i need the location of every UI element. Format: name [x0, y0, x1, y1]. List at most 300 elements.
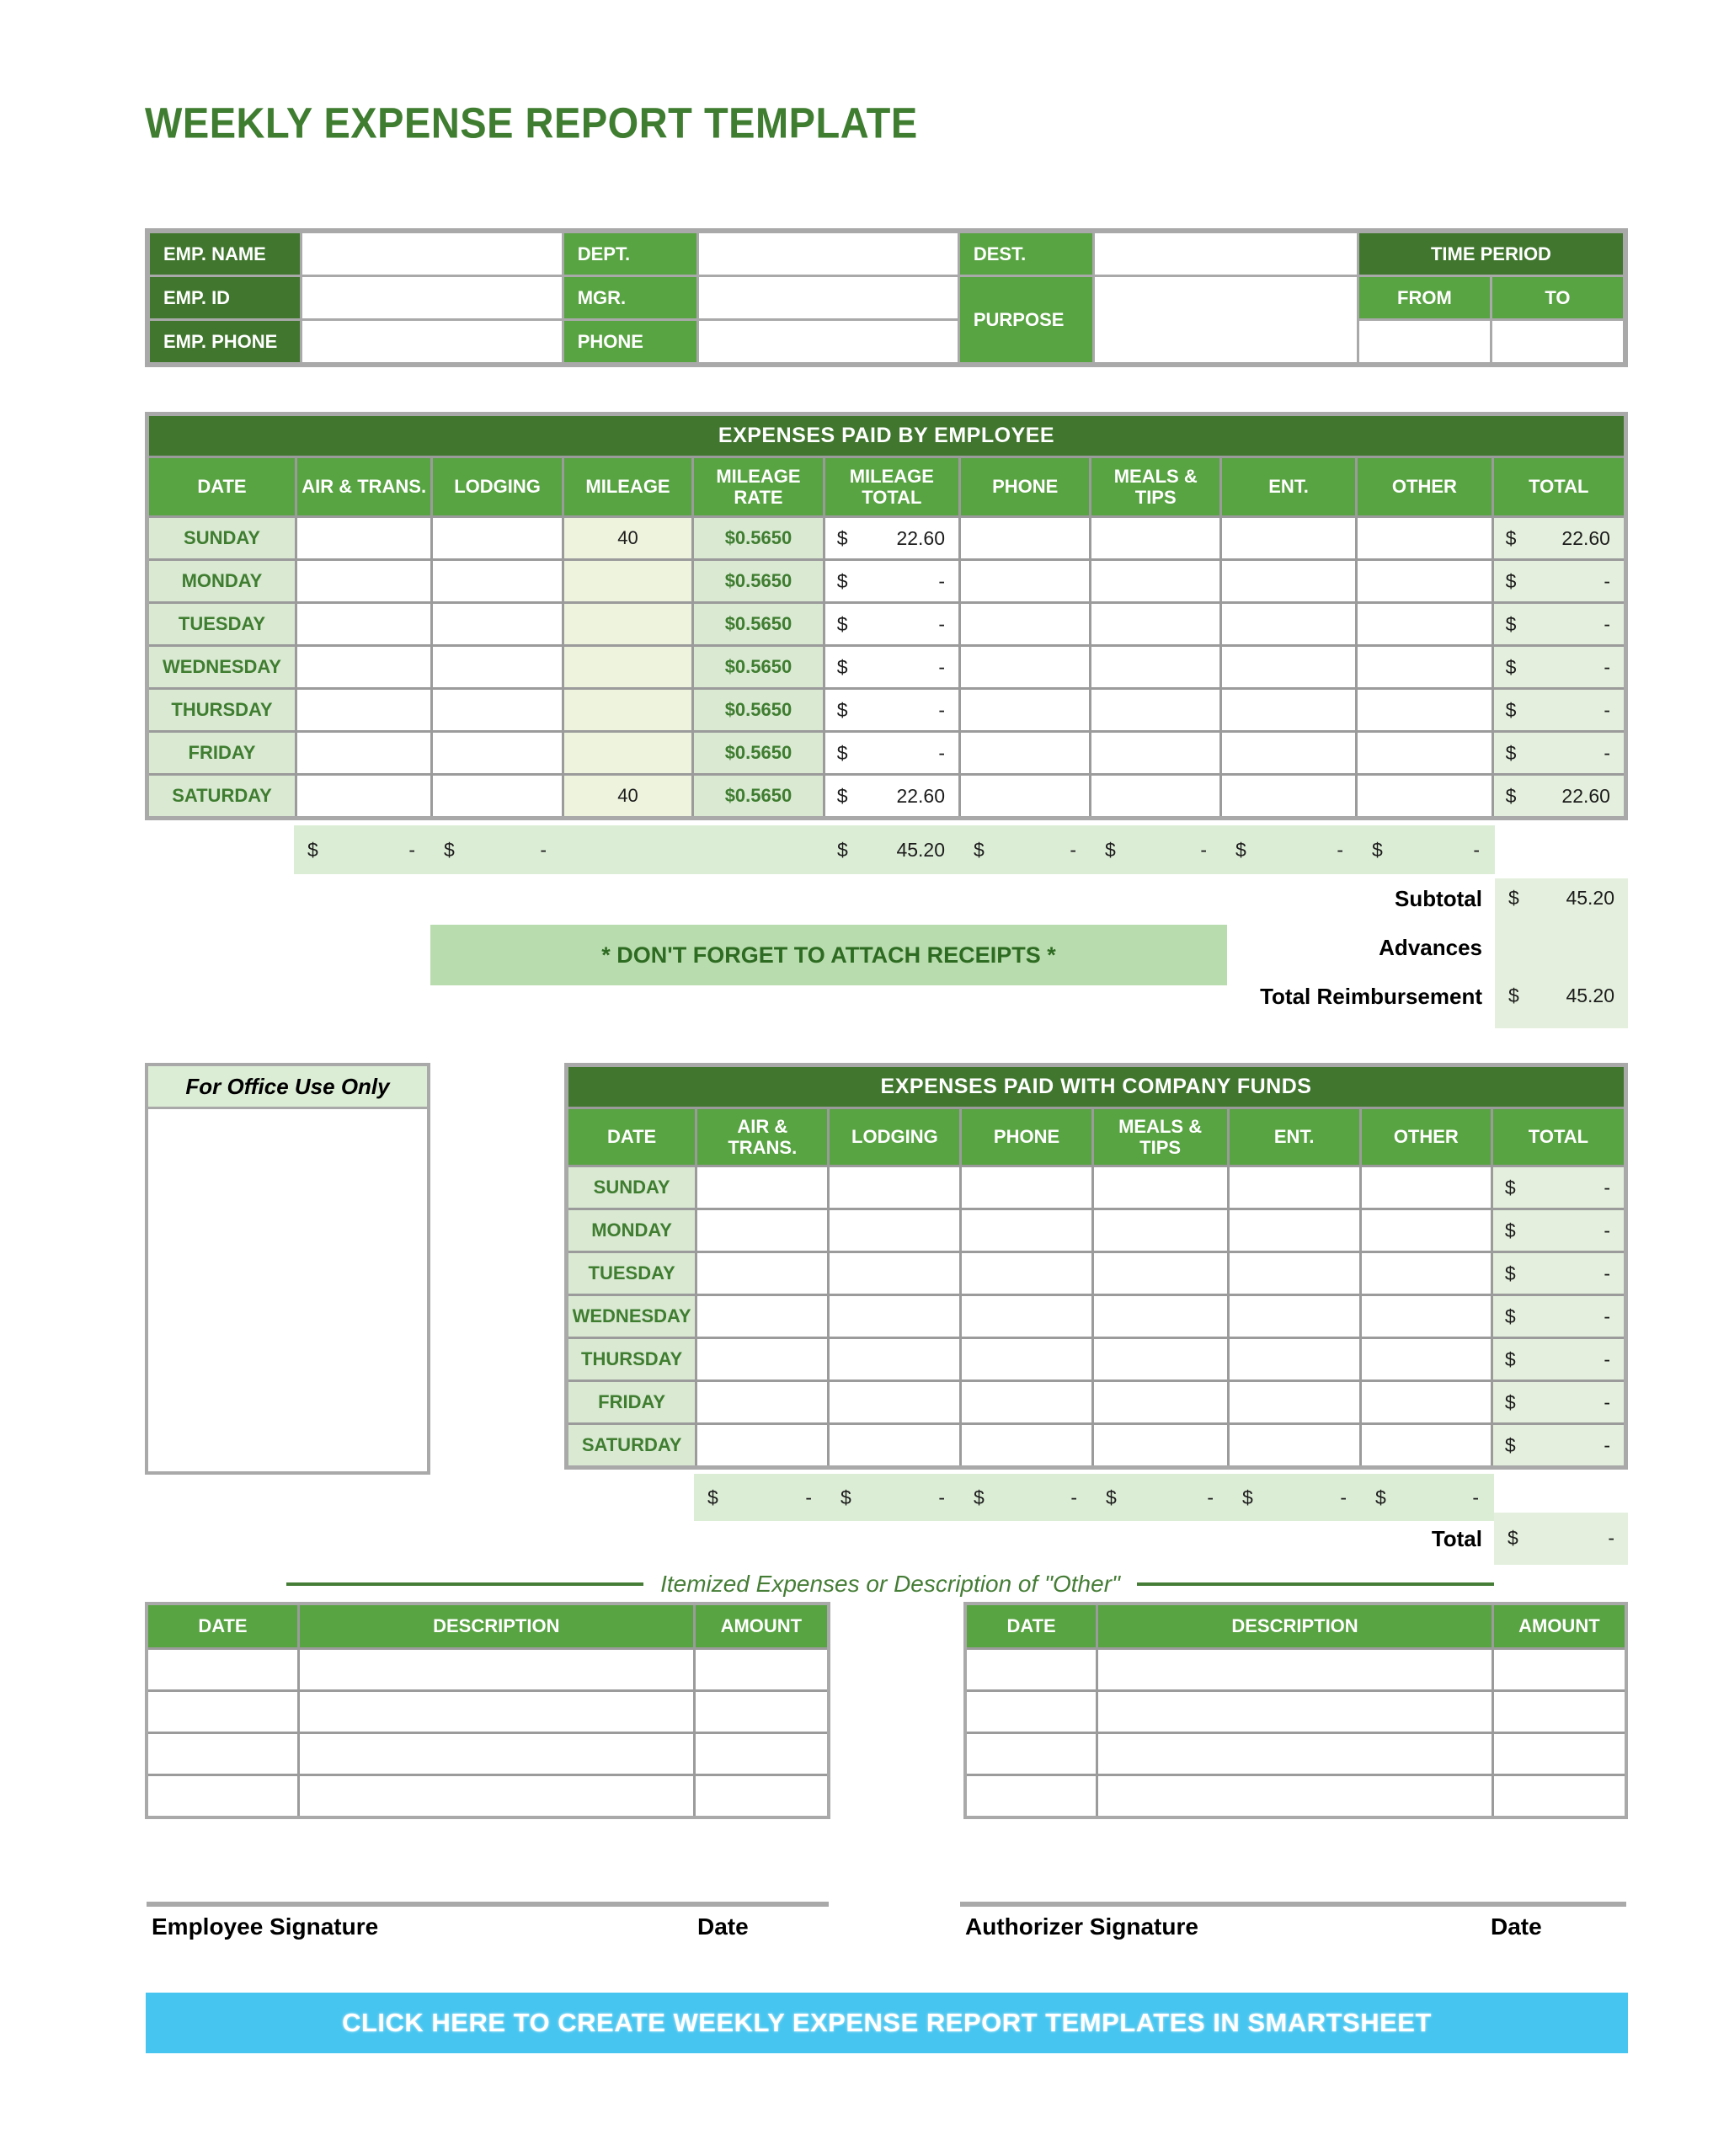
phone-total — [960, 1474, 1092, 1521]
other-cell[interactable] — [1362, 1382, 1491, 1422]
phone-cell[interactable] — [961, 561, 1089, 601]
amount-value: - — [1604, 569, 1610, 592]
other-cell[interactable] — [1362, 1425, 1491, 1465]
phone-cell[interactable] — [961, 647, 1089, 687]
day-label: FRIDAY — [149, 733, 295, 773]
currency-symbol: $ — [837, 838, 848, 861]
amount-value: 22.60 — [1561, 526, 1610, 549]
air-trans-cell[interactable] — [697, 1253, 827, 1294]
currency-symbol: $ — [1505, 698, 1517, 721]
currency-symbol: $ — [1505, 655, 1517, 678]
company-expenses-table — [564, 1063, 1628, 1470]
amount-cell[interactable] — [696, 1776, 827, 1816]
description-cell[interactable] — [1098, 1650, 1492, 1689]
phone-cell[interactable] — [962, 1382, 1091, 1422]
currency-symbol: $ — [1235, 838, 1246, 861]
to-label: TO — [1492, 277, 1623, 318]
amount-cell[interactable] — [696, 1734, 827, 1774]
emp-name-input[interactable] — [302, 233, 562, 275]
mgr-label: MGR. — [564, 277, 696, 318]
divider-line — [1137, 1582, 1494, 1586]
ent-cell[interactable] — [1230, 1425, 1359, 1465]
col-date: DATE — [148, 1605, 297, 1647]
total-cell — [1494, 604, 1624, 644]
ent-total — [1222, 825, 1358, 874]
mileage-rate-cell: $0.5650 — [694, 733, 822, 773]
date-cell[interactable] — [967, 1650, 1096, 1689]
ent-cell[interactable] — [1222, 647, 1355, 687]
other-cell[interactable] — [1358, 518, 1491, 558]
amount-value: - — [938, 655, 945, 678]
phone-cell[interactable] — [961, 518, 1089, 558]
col-other: OTHER — [1362, 1109, 1491, 1165]
time-period-label: TIME PERIOD — [1359, 233, 1623, 275]
ent-cell[interactable] — [1230, 1339, 1359, 1380]
currency-symbol: $ — [974, 838, 985, 861]
air-trans-cell[interactable] — [297, 561, 430, 601]
currency-symbol: $ — [1504, 1262, 1516, 1284]
emp-phone-label: EMP. PHONE — [150, 321, 300, 362]
currency-symbol: $ — [444, 838, 455, 861]
amount-cell[interactable] — [1494, 1650, 1625, 1689]
employee-expenses-table — [145, 412, 1628, 820]
meals-cell[interactable] — [1091, 647, 1219, 687]
smartsheet-cta-button[interactable]: CLICK HERE TO CREATE WEEKLY EXPENSE REPORT TEMPLATES IN SMARTSHEET — [146, 1993, 1628, 2053]
company-total-value — [1494, 1523, 1628, 1553]
employee-signature-line[interactable] — [147, 1902, 829, 1907]
amount-value: - — [1200, 838, 1207, 861]
currency-symbol: $ — [836, 526, 848, 549]
currency-symbol: $ — [1504, 1348, 1516, 1370]
amount-value: - — [938, 1486, 945, 1508]
amount-value: 45.20 — [896, 838, 945, 861]
col-description: DESCRIPTION — [300, 1605, 693, 1647]
air-trans-cell[interactable] — [697, 1382, 827, 1422]
currency-symbol: $ — [1504, 1219, 1516, 1241]
other-cell[interactable] — [1362, 1167, 1491, 1208]
phone-cell[interactable] — [962, 1253, 1091, 1294]
other-cell[interactable] — [1358, 690, 1491, 730]
emp-id-label: EMP. ID — [150, 277, 300, 318]
phone-cell[interactable] — [962, 1425, 1091, 1465]
amount-value: - — [408, 838, 415, 861]
other-cell[interactable] — [1358, 776, 1491, 816]
currency-symbol: $ — [836, 741, 848, 764]
meals-total — [1091, 825, 1222, 874]
lodging-cell[interactable] — [830, 1296, 959, 1337]
date-cell[interactable] — [148, 1776, 297, 1816]
phone-label: PHONE — [564, 321, 696, 362]
phone-input[interactable] — [699, 321, 958, 362]
description-cell[interactable] — [300, 1692, 693, 1732]
meals-cell[interactable] — [1091, 690, 1219, 730]
lodging-cell[interactable] — [433, 647, 561, 687]
col-phone: PHONE — [962, 1109, 1091, 1165]
total-cell — [1494, 690, 1624, 730]
currency-symbol: $ — [1372, 838, 1383, 861]
company-expenses-title: EXPENSES PAID WITH COMPANY FUNDS — [568, 1067, 1624, 1109]
other-cell[interactable] — [1358, 561, 1491, 601]
date-cell[interactable] — [967, 1734, 1096, 1774]
ent-cell[interactable] — [1230, 1296, 1359, 1337]
employee-info-table — [145, 228, 1628, 367]
total-cell — [1493, 1210, 1624, 1251]
meals-cell[interactable] — [1094, 1210, 1227, 1251]
meals-cell[interactable] — [1094, 1425, 1227, 1465]
col-lodging: LODGING — [830, 1109, 959, 1165]
meals-cell[interactable] — [1094, 1339, 1227, 1380]
col-total: TOTAL — [1493, 1109, 1624, 1165]
office-use-label: For Office Use Only — [148, 1066, 427, 1109]
phone-cell[interactable] — [962, 1210, 1091, 1251]
col-amount: AMOUNT — [696, 1605, 827, 1647]
amount-value: 22.60 — [896, 784, 945, 807]
total-cell — [1494, 647, 1624, 687]
divider-line — [286, 1582, 643, 1586]
col-air-trans: AIR & TRANS. — [297, 458, 430, 515]
other-cell[interactable] — [1358, 604, 1491, 644]
amount-value: - — [1473, 838, 1480, 861]
meals-cell[interactable] — [1094, 1296, 1227, 1337]
col-description: DESCRIPTION — [1098, 1605, 1492, 1647]
amount-value: - — [1604, 1262, 1610, 1284]
employee-signature-label: Employee Signature — [152, 1913, 379, 1940]
currency-symbol: $ — [836, 698, 848, 721]
ent-cell[interactable] — [1222, 604, 1355, 644]
currency-symbol: $ — [707, 1486, 718, 1508]
office-use-box — [145, 1063, 430, 1475]
currency-symbol: $ — [307, 838, 318, 861]
col-lodging: LODGING — [433, 458, 561, 515]
mileage-total-cell — [825, 604, 958, 644]
dept-input[interactable] — [699, 233, 958, 275]
ent-cell[interactable] — [1230, 1382, 1359, 1422]
description-cell[interactable] — [300, 1776, 693, 1816]
ent-cell[interactable] — [1222, 776, 1355, 816]
office-use-area[interactable] — [148, 1109, 427, 1471]
ent-cell[interactable] — [1222, 690, 1355, 730]
ent-cell[interactable] — [1230, 1253, 1359, 1294]
dest-label: DEST. — [960, 233, 1092, 275]
date-cell[interactable] — [967, 1776, 1096, 1816]
currency-symbol: $ — [1505, 784, 1517, 807]
col-ent: ENT. — [1230, 1109, 1359, 1165]
currency-symbol: $ — [974, 1486, 985, 1508]
meals-cell[interactable] — [1094, 1253, 1227, 1294]
amount-value: - — [938, 569, 945, 592]
ent-cell[interactable] — [1230, 1167, 1359, 1208]
day-label: SUNDAY — [568, 1167, 695, 1208]
meals-cell[interactable] — [1091, 776, 1219, 816]
advances-value[interactable] — [1495, 931, 1628, 962]
meals-cell[interactable] — [1094, 1167, 1227, 1208]
itemized-divider-label: Itemized Expenses or Description of "Other" — [660, 1571, 1120, 1597]
amount-value: - — [540, 838, 547, 861]
purpose-input[interactable] — [1095, 277, 1357, 362]
lodging-cell[interactable] — [433, 733, 561, 773]
lodging-cell[interactable] — [433, 690, 561, 730]
col-date: DATE — [149, 458, 295, 515]
day-label: THURSDAY — [149, 690, 295, 730]
mileage-cell[interactable]: 40 — [564, 776, 691, 816]
ent-cell[interactable] — [1222, 518, 1355, 558]
dept-label: DEPT. — [564, 233, 696, 275]
total-cell — [1494, 733, 1624, 773]
col-meals-tips: MEALS & TIPS — [1091, 458, 1219, 515]
other-cell[interactable] — [1358, 733, 1491, 773]
meals-cell[interactable] — [1094, 1382, 1227, 1422]
itemized-table-left — [145, 1602, 830, 1819]
company-total-label: Total — [1431, 1526, 1482, 1551]
meals-cell[interactable] — [1091, 518, 1219, 558]
amount-value: - — [1340, 1486, 1347, 1508]
phone-cell[interactable] — [962, 1296, 1091, 1337]
currency-symbol: $ — [1242, 1486, 1253, 1508]
total-cell — [1494, 776, 1624, 816]
ent-cell[interactable] — [1222, 561, 1355, 601]
meals-cell[interactable] — [1091, 604, 1219, 644]
amount-value: - — [938, 612, 945, 635]
currency-symbol: $ — [1505, 526, 1517, 549]
meals-total — [1092, 1474, 1229, 1521]
lodging-cell[interactable] — [433, 561, 561, 601]
amount-cell[interactable] — [1494, 1734, 1625, 1774]
day-label: WEDNESDAY — [568, 1296, 695, 1337]
currency-symbol: $ — [836, 612, 848, 635]
mileage-rate-cell: $0.5650 — [694, 647, 822, 687]
other-cell[interactable] — [1362, 1296, 1491, 1337]
other-cell[interactable] — [1362, 1253, 1491, 1294]
mileage-cell[interactable] — [564, 690, 691, 730]
mileage-total-cell — [825, 733, 958, 773]
description-cell[interactable] — [300, 1734, 693, 1774]
amount-value: - — [1207, 1486, 1214, 1508]
mileage-rate-cell: $0.5650 — [694, 690, 822, 730]
col-meals-tips: MEALS & TIPS — [1094, 1109, 1227, 1165]
phone-cell[interactable] — [962, 1339, 1091, 1380]
air-trans-cell[interactable] — [297, 776, 430, 816]
day-label: MONDAY — [568, 1210, 695, 1251]
col-air-trans: AIR & TRANS. — [697, 1109, 827, 1165]
air-trans-cell[interactable] — [297, 733, 430, 773]
currency-symbol: $ — [836, 784, 848, 807]
air-trans-cell[interactable] — [697, 1339, 827, 1380]
other-total — [1358, 825, 1495, 874]
mileage-rate-cell: $0.5650 — [694, 604, 822, 644]
currency-symbol: $ — [1106, 1486, 1117, 1508]
currency-symbol: $ — [1505, 741, 1517, 764]
mileage-rate-cell: $0.5650 — [694, 561, 822, 601]
amount-cell[interactable] — [1494, 1776, 1625, 1816]
lodging-cell[interactable] — [433, 604, 561, 644]
air-trans-cell[interactable] — [697, 1167, 827, 1208]
dest-input[interactable] — [1095, 233, 1357, 275]
currency-symbol: $ — [836, 655, 848, 678]
currency-symbol: $ — [1505, 612, 1517, 635]
other-cell[interactable] — [1362, 1339, 1491, 1380]
date-cell[interactable] — [967, 1692, 1096, 1732]
col-date: DATE — [568, 1109, 695, 1165]
emp-phone-input[interactable] — [302, 321, 562, 362]
amount-cell[interactable] — [696, 1692, 827, 1732]
currency-symbol: $ — [1504, 1390, 1516, 1413]
amount-value: - — [1604, 698, 1610, 721]
date-cell[interactable] — [148, 1734, 297, 1774]
mgr-input[interactable] — [699, 277, 958, 318]
amount-value: - — [1604, 612, 1610, 635]
currency-symbol: $ — [1375, 1486, 1386, 1508]
meals-cell[interactable] — [1091, 733, 1219, 773]
currency-symbol: $ — [836, 569, 848, 592]
lodging-cell[interactable] — [433, 518, 561, 558]
employee-totals-row — [294, 825, 1495, 874]
currency-symbol: $ — [1508, 1526, 1518, 1549]
amount-value: - — [1604, 655, 1610, 678]
other-cell[interactable] — [1362, 1210, 1491, 1251]
amount-value: - — [1608, 1526, 1614, 1549]
amount-value: - — [1604, 741, 1610, 764]
air-trans-cell[interactable] — [697, 1296, 827, 1337]
day-label: SUNDAY — [149, 518, 295, 558]
from-date-input[interactable] — [1359, 321, 1490, 362]
air-trans-cell[interactable] — [297, 604, 430, 644]
lodging-cell[interactable] — [830, 1382, 959, 1422]
itemized-table-right — [963, 1602, 1628, 1819]
phone-cell[interactable] — [961, 604, 1089, 644]
mileage-cell[interactable] — [564, 733, 691, 773]
total-cell — [1493, 1296, 1624, 1337]
mileage-rate-cell: $0.5650 — [694, 518, 822, 558]
currency-symbol: $ — [1504, 1433, 1516, 1456]
total-reimbursement-value — [1495, 980, 1628, 1011]
amount-value: - — [1604, 1348, 1610, 1370]
lodging-cell[interactable] — [433, 776, 561, 816]
description-cell[interactable] — [1098, 1734, 1492, 1774]
col-mileage-rate: MILEAGE RATE — [694, 458, 822, 515]
day-label: WEDNESDAY — [149, 647, 295, 687]
other-total — [1362, 1474, 1494, 1521]
ent-cell[interactable] — [1222, 733, 1355, 773]
mileage-cell[interactable] — [564, 561, 691, 601]
itemized-divider — [286, 1570, 1494, 1598]
air-trans-cell[interactable] — [297, 690, 430, 730]
phone-cell[interactable] — [961, 690, 1089, 730]
phone-cell[interactable] — [962, 1167, 1091, 1208]
description-cell[interactable] — [300, 1650, 693, 1689]
date-cell[interactable] — [148, 1692, 297, 1732]
date-cell[interactable] — [148, 1650, 297, 1689]
air-trans-cell[interactable] — [297, 518, 430, 558]
to-date-input[interactable] — [1492, 321, 1623, 362]
col-other: OTHER — [1358, 458, 1491, 515]
amount-value: - — [1604, 1433, 1610, 1456]
col-phone: PHONE — [961, 458, 1089, 515]
amount-cell[interactable] — [696, 1650, 827, 1689]
col-total: TOTAL — [1494, 458, 1624, 515]
air-trans-cell[interactable] — [697, 1210, 827, 1251]
air-trans-cell[interactable] — [297, 647, 430, 687]
other-cell[interactable] — [1358, 647, 1491, 687]
mileage-total-cell — [825, 647, 958, 687]
day-label: TUESDAY — [149, 604, 295, 644]
total-cell — [1493, 1339, 1624, 1380]
description-cell[interactable] — [1098, 1776, 1492, 1816]
meals-cell[interactable] — [1091, 561, 1219, 601]
subtotal-label: Subtotal — [1395, 886, 1482, 911]
col-mileage: MILEAGE — [564, 458, 691, 515]
amount-cell[interactable] — [1494, 1692, 1625, 1732]
amount-value: - — [1070, 838, 1076, 861]
description-cell[interactable] — [1098, 1692, 1492, 1732]
subtotal-value — [1495, 883, 1628, 913]
day-label: FRIDAY — [568, 1382, 695, 1422]
lodging-cell[interactable] — [830, 1253, 959, 1294]
col-mileage-total: MILEAGE TOTAL — [825, 458, 958, 515]
emp-id-input[interactable] — [302, 277, 562, 318]
receipts-reminder-banner: * DON'T FORGET TO ATTACH RECEIPTS * — [430, 925, 1227, 985]
purpose-label: PURPOSE — [960, 277, 1092, 362]
mileage-total-cell — [825, 518, 958, 558]
currency-symbol: $ — [1508, 886, 1519, 909]
total-cell — [1493, 1167, 1624, 1208]
amount-value: - — [1604, 1219, 1610, 1241]
currency-symbol: $ — [1505, 569, 1517, 592]
mileage-cell[interactable]: 40 — [564, 518, 691, 558]
lodging-cell[interactable] — [830, 1210, 959, 1251]
currency-symbol: $ — [840, 1486, 851, 1508]
amount-value: - — [1070, 1486, 1077, 1508]
amount-value: - — [1604, 1176, 1610, 1198]
company-totals-row — [694, 1474, 1494, 1521]
mileage-cell[interactable] — [564, 604, 691, 644]
employee-date-label: Date — [697, 1913, 749, 1940]
col-date: DATE — [967, 1605, 1096, 1647]
from-label: FROM — [1359, 277, 1490, 318]
mileage-grand-total — [824, 825, 960, 874]
phone-cell[interactable] — [961, 733, 1089, 773]
col-amount: AMOUNT — [1494, 1605, 1625, 1647]
air-trans-total — [694, 1474, 827, 1521]
phone-cell[interactable] — [961, 776, 1089, 816]
mileage-rate-cell: $0.5650 — [694, 776, 822, 816]
amount-value: - — [1472, 1486, 1479, 1508]
amount-value: 22.60 — [896, 526, 945, 549]
lodging-total — [827, 1474, 960, 1521]
mileage-total-cell — [825, 561, 958, 601]
lodging-cell[interactable] — [830, 1339, 959, 1380]
amount-value: - — [1604, 1390, 1610, 1413]
mileage-cell[interactable] — [564, 647, 691, 687]
authorizer-signature-line[interactable] — [960, 1902, 1626, 1907]
day-label: THURSDAY — [568, 1339, 695, 1380]
air-trans-cell[interactable] — [697, 1425, 827, 1465]
advances-label: Advances — [1379, 935, 1482, 960]
authorizer-date-label: Date — [1491, 1913, 1542, 1940]
amount-value: 45.20 — [1566, 886, 1614, 909]
amount-value: - — [805, 1486, 812, 1508]
amount-value: - — [1604, 1305, 1610, 1327]
total-cell — [1493, 1382, 1624, 1422]
ent-cell[interactable] — [1230, 1210, 1359, 1251]
currency-symbol: $ — [1504, 1305, 1516, 1327]
ent-total — [1229, 1474, 1362, 1521]
total-cell — [1494, 518, 1624, 558]
amount-value: - — [938, 698, 945, 721]
lodging-total — [430, 825, 562, 874]
day-label: SATURDAY — [149, 776, 295, 816]
lodging-cell[interactable] — [830, 1167, 959, 1208]
lodging-cell[interactable] — [830, 1425, 959, 1465]
